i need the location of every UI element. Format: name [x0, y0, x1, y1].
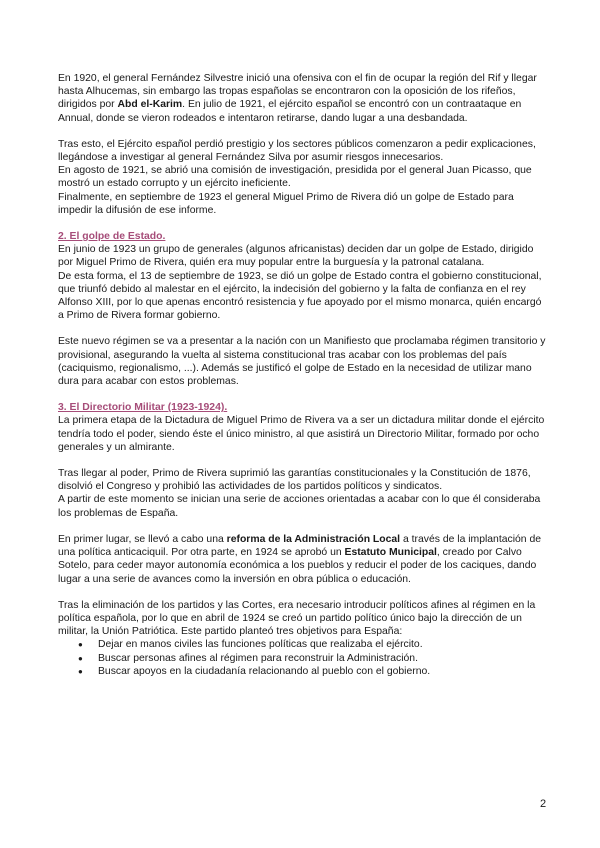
bold-text: Abd el-Karim	[117, 99, 183, 111]
paragraph-garantias: Tras llegar al poder, Primo de Rivera suprimió las garantías constitucionales y la Constitución de 1876, disolvió el Congreso y prohibió las actividades de los partidos políticos y sindicatos.	[58, 468, 531, 493]
text-run: , creado por Calvo Sotelo, para ceder mayor autonomía económica a los pueblos y reducir el poder de los caciques, dando lugar a una serie de avances como la inversión en obra pública o educación.	[58, 547, 537, 585]
paragraph-manifiesto: Este nuevo régimen se va a presentar a la nación con un Manifiesto que proclamaba régimen transitorio y provisional, asegurando la vuelta al sistema constitucional tras acabar con los problemas del país (caciquismo, regionalismo, ...). Además se justificó el golpe de Estado en la necesidad de utilizar mano dura para acabar con estos problemas.	[58, 336, 546, 388]
list-item: ● Dejar en manos civiles las funciones políticas que realizaba el ejército.	[88, 638, 548, 651]
bold-text: reforma de la Administración Local	[226, 533, 401, 545]
bold-text: Estatuto Municipal	[344, 547, 437, 559]
paragraph-comision: En agosto de 1921, se abrió una comisión de investigación, presidida por el general Juan Picasso, que mostró un estado corrupto y un ejército ineficiente.	[58, 165, 532, 190]
page-number: 2	[540, 798, 547, 810]
paragraph-golpe-informe: Finalmente, en septiembre de 1923 el general Miguel Primo de Rivera dió un golpe de Estado para impedir la difusión de ese informe.	[58, 191, 514, 216]
text-run: . En julio de 1921, el ejército español se encontró con un contraataque en Annual, donde se vieron rodeados e intentaron retirarse, dando lugar a una desbandada.	[58, 99, 522, 124]
list-item: ● Buscar apoyos en la ciudadanía relacionando al pueblo con el gobierno.	[88, 665, 548, 678]
paragraph-primera-etapa: La primera etapa de la Dictadura de Miguel Primo de Rivera va a ser un dictadura militar donde el ejército tendría todo el poder, siendo éste el único ministro, al que asistirá un Directorio Militar, formado por ocho generales y un almirante.	[58, 415, 545, 453]
text-run: En primer lugar, se llevó a cabo una	[58, 533, 227, 545]
document-page	[58, 72, 548, 678]
list-item: ● Buscar personas afines al régimen para reconstruir la Administración.	[88, 652, 548, 665]
paragraph-prestigio: Tras esto, el Ejército español perdió prestigio y los sectores públicos comenzaron a pedir explicaciones, llegándose a investigar al general Fernández Silva por asumir riesgos innecesarios.	[58, 138, 536, 164]
section-heading-directorio: 3. El Directorio Militar (1923-1924).	[58, 402, 228, 414]
objectives-list	[58, 638, 548, 678]
paragraph-generales: En junio de 1923 un grupo de generales (algunos africanistas) deciden dar un golpe de Estado, dirigido por Miguel Primo de Rivera, quién era muy popular entre la burguesía y la patronal catalana.	[58, 244, 534, 269]
paragraph-annual	[58, 72, 548, 125]
paragraph-acciones: A partir de este momento se inician una serie de acciones orientadas a acabar con lo que él consideraba los problemas de España.	[58, 494, 541, 519]
paragraph-13-septiembre: De esta forma, el 13 de septiembre de 1923, se dió un golpe de Estado contra el gobierno constitucional, que triunfó debido al malestar en el ejército, la indecisión del gobierno y la falta de confianza en el rey Alfonso XIII, por lo que apenas encontró resistencia y fue apoyado por el mismo monarca, quién encargó a Primo de Rivera formar gobierno.	[58, 270, 542, 322]
text-run: a través de la implantación de una política anticaciquil. Por otra parte, en 1924 se aprobó un	[58, 533, 542, 559]
paragraph-reforma	[58, 533, 548, 586]
section-heading-golpe: 2. El golpe de Estado.	[58, 231, 166, 243]
text-run: En 1920, el general Fernández Silvestre inició una ofensiva con el fin de ocupar la región del Rif y llegar hasta Alhucemas, sin embargo las tropas españolas se encontraron con la oposición de los rifeños, dirigidos por	[58, 73, 537, 111]
paragraph-union-patriotica: Tras la eliminación de los partidos y las Cortes, era necesario introducir políticos afines al régimen en la política española, por lo que en abril de 1924 se creó un partido político único bajo la dirección de un militar, la Unión Patriótica. Este partido planteó tres objetivos para España:	[58, 599, 536, 638]
